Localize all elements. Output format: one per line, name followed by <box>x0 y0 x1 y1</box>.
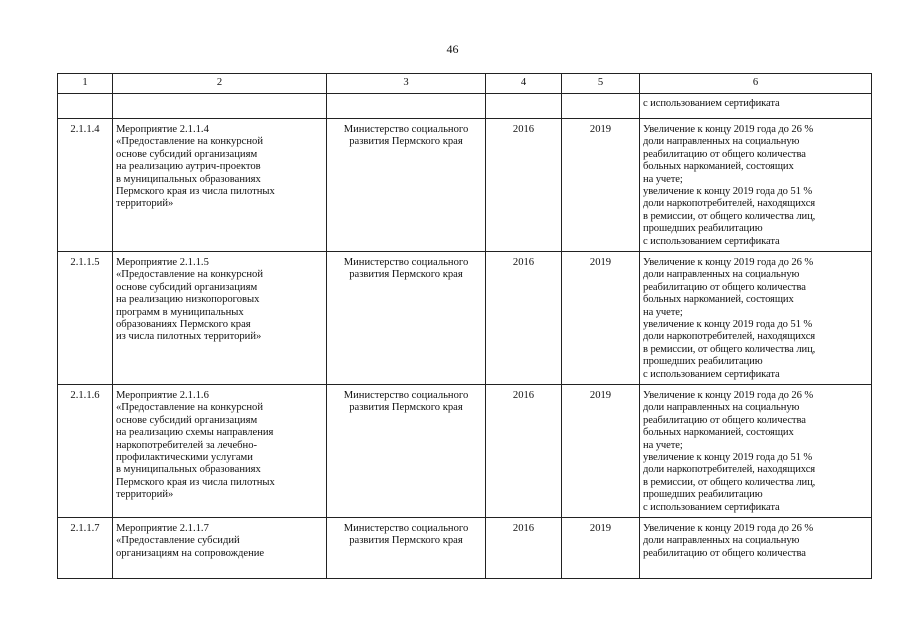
indicator-line: на учете; <box>643 439 683 451</box>
cell-activity <box>113 94 327 119</box>
cell-end-year: 2019 <box>562 119 640 252</box>
cell-indicator <box>640 385 872 518</box>
indicator-line: увеличение к концу 2019 года до 51 % <box>643 186 813 198</box>
activity-line: Мероприятие 2.1.1.7 <box>116 523 209 534</box>
column-header-4: 4 <box>486 74 562 94</box>
cell-indicator <box>640 518 872 579</box>
executor-line: Министерство социального <box>343 523 469 534</box>
activity-line: на реализацию низкопороговых <box>116 294 260 306</box>
indicator-line: на учете; <box>643 173 683 185</box>
indicator-line: с использованием сертификата <box>643 98 780 109</box>
indicator-line: доли направленных на социальную <box>643 535 800 547</box>
indicator-line: реабилитацию от общего количества <box>643 148 806 160</box>
indicator-line: в ремиссии, от общего количества лиц, <box>643 476 816 488</box>
activity-line: «Предоставление субсидий <box>116 535 240 547</box>
indicator-line: на учете; <box>643 306 683 318</box>
activity-line: «Предоставление на конкурсной <box>116 269 263 281</box>
activity-line: Мероприятие 2.1.1.5 <box>116 257 209 268</box>
indicator-line: в ремиссии, от общего количества лиц, <box>643 343 816 355</box>
activity-line: профилактическими услугами <box>116 452 253 464</box>
cell-start-year <box>486 94 562 119</box>
indicator-line: больных наркоманией, состоящих <box>643 427 794 439</box>
indicator-line: доли наркопотребителей, находящихся <box>643 464 816 476</box>
indicator-line: Увеличение к концу 2019 года до 26 % <box>643 390 814 401</box>
executor-line: развития Пермского края <box>349 535 463 547</box>
indicator-line: доли направленных на социальную <box>643 136 800 148</box>
cell-start-year: 2016 <box>486 518 562 579</box>
column-header-6: 6 <box>640 74 872 94</box>
activity-line: на реализацию аутрич-проектов <box>116 161 261 173</box>
indicator-line: Увеличение к концу 2019 года до 26 % <box>643 124 814 135</box>
activity-line: в муниципальных образованиях <box>116 173 261 185</box>
table-row <box>58 119 872 252</box>
table-row <box>58 252 872 385</box>
cell-end-year: 2019 <box>562 385 640 518</box>
activity-line: образованиях Пермского края <box>116 319 251 331</box>
column-header-5: 5 <box>562 74 640 94</box>
activity-line: на реализацию схемы направления <box>116 427 274 439</box>
indicator-line: реабилитацию от общего количества <box>643 281 806 293</box>
executor-line: Министерство социального <box>343 390 469 401</box>
activity-line: «Предоставление на конкурсной <box>116 402 263 414</box>
indicator-line: реабилитацию от общего количества <box>643 547 806 559</box>
indicator-line: больных наркоманией, состоящих <box>643 294 794 306</box>
indicator-line: прошедших реабилитацию <box>643 356 763 368</box>
cell-num: 2.1.1.6 <box>58 385 113 518</box>
activity-line: территорий» <box>116 198 174 210</box>
indicator-line: доли наркопотребителей, находящихся <box>643 331 816 343</box>
activity-line: Мероприятие 2.1.1.4 <box>116 124 209 135</box>
activity-line: из числа пилотных территорий» <box>116 331 262 343</box>
executor-line: Министерство социального <box>343 124 469 135</box>
cell-end-year <box>562 94 640 119</box>
cell-activity <box>113 518 327 579</box>
activity-line: программ в муниципальных <box>116 306 244 318</box>
table-row <box>58 385 872 518</box>
table-row <box>58 518 872 579</box>
cell-executor <box>327 119 486 252</box>
continuation-row <box>58 94 872 119</box>
cell-executor <box>327 518 486 579</box>
cell-executor <box>327 252 486 385</box>
activity-line: территорий» <box>116 489 174 501</box>
indicator-line: в ремиссии, от общего количества лиц, <box>643 210 816 222</box>
indicator-line: увеличение к концу 2019 года до 51 % <box>643 452 813 464</box>
cell-num: 2.1.1.4 <box>58 119 113 252</box>
activity-line: в муниципальных образованиях <box>116 464 261 476</box>
indicator-line: Увеличение к концу 2019 года до 26 % <box>643 523 814 534</box>
cell-activity <box>113 385 327 518</box>
activity-line: Пермского края из числа пилотных <box>116 186 275 198</box>
cell-start-year: 2016 <box>486 119 562 252</box>
cell-start-year: 2016 <box>486 252 562 385</box>
activity-line: Пермского края из числа пилотных <box>116 476 275 488</box>
indicator-line: с использованием сертификата <box>643 501 780 513</box>
cell-indicator <box>640 119 872 252</box>
indicator-line: Увеличение к концу 2019 года до 26 % <box>643 257 814 268</box>
indicator-line: с использованием сертификата <box>643 368 780 380</box>
column-header-1: 1 <box>58 74 113 94</box>
indicator-line: доли направленных на социальную <box>643 402 800 414</box>
indicator-line: доли наркопотребителей, находящихся <box>643 198 816 210</box>
measures-table <box>57 73 872 579</box>
indicator-line: доли направленных на социальную <box>643 269 800 281</box>
cell-activity <box>113 119 327 252</box>
column-header-2: 2 <box>113 74 327 94</box>
cell-end-year: 2019 <box>562 518 640 579</box>
indicator-line: прошедших реабилитацию <box>643 489 763 501</box>
activity-line: «Предоставление на конкурсной <box>116 136 263 148</box>
column-header-3: 3 <box>327 74 486 94</box>
executor-line: развития Пермского края <box>349 402 463 414</box>
indicator-line: увеличение к концу 2019 года до 51 % <box>643 319 813 331</box>
indicator-line: реабилитацию от общего количества <box>643 414 806 426</box>
cell-num: 2.1.1.5 <box>58 252 113 385</box>
cell-end-year: 2019 <box>562 252 640 385</box>
cell-indicator <box>640 94 872 119</box>
cell-executor <box>327 385 486 518</box>
activity-line: наркопотребителей за лечебно- <box>116 439 258 451</box>
cell-activity <box>113 252 327 385</box>
executor-line: Министерство социального <box>343 257 469 268</box>
executor-line: развития Пермского края <box>349 136 463 148</box>
activity-line: организациям на сопровождение <box>116 547 265 559</box>
executor-line: развития Пермского края <box>349 269 463 281</box>
activity-line: Мероприятие 2.1.1.6 <box>116 390 209 401</box>
indicator-line: больных наркоманией, состоящих <box>643 161 794 173</box>
cell-num <box>58 94 113 119</box>
page-number: 46 <box>446 42 459 56</box>
activity-line: основе субсидий организациям <box>116 414 258 426</box>
cell-indicator <box>640 252 872 385</box>
activity-line: основе субсидий организациям <box>116 281 258 293</box>
cell-executor <box>327 94 486 119</box>
indicator-line: с использованием сертификата <box>643 235 780 247</box>
cell-num: 2.1.1.7 <box>58 518 113 579</box>
table-header-row <box>58 74 872 94</box>
cell-start-year: 2016 <box>486 385 562 518</box>
activity-line: основе субсидий организациям <box>116 148 258 160</box>
indicator-line: прошедших реабилитацию <box>643 223 763 235</box>
